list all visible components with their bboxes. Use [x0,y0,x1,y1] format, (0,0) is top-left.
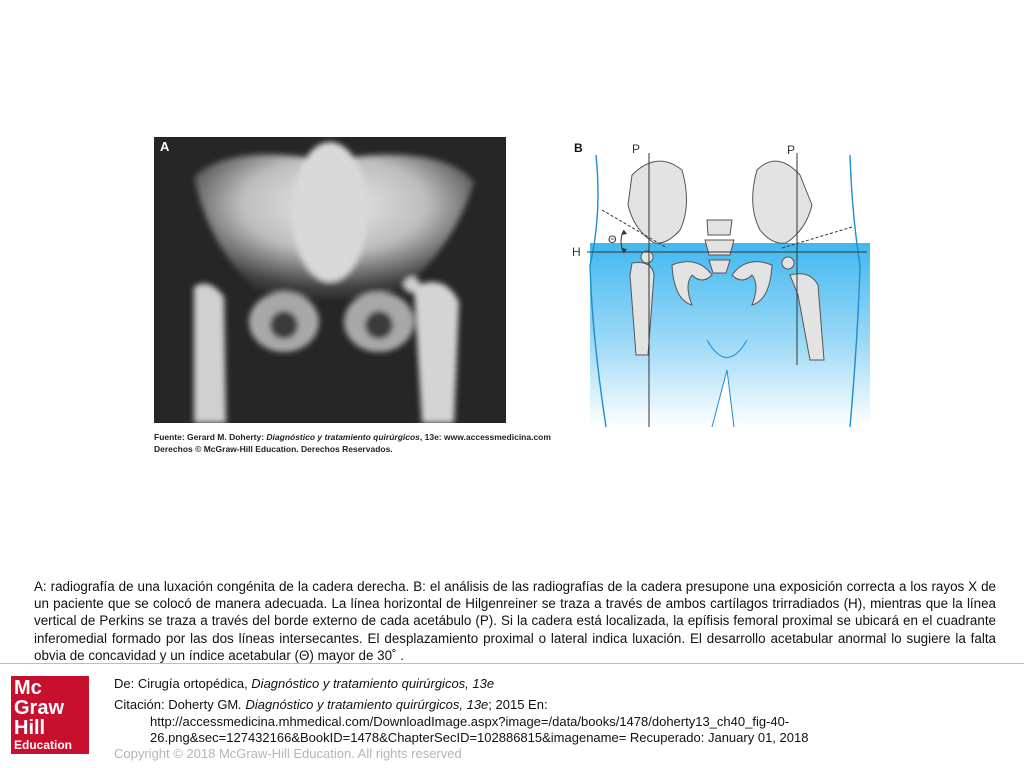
perkins-label-left: P [632,142,641,156]
credit-prefix: Fuente: Gerard M. Doherty: [154,432,267,442]
credit-suffix: , 13e: www.accessmedicina.com [419,432,551,442]
credit-rights: Derechos © McGraw-Hill Education. Derechos Reservados. [154,444,393,454]
image-credit [154,431,551,455]
figure-a-label: A [160,139,170,154]
figure-b-label: B [574,141,583,155]
logo-line-3: Hill [14,717,46,739]
citation-url-1[interactable]: http://accessmedicina.mhmedical.com/DownloadImage.aspx?image=/data/books/1478/doherty13_ch40_fig-40- [150,714,790,729]
source-de-book: Diagnóstico y tratamiento quirúrgicos, 13e [251,676,495,691]
credit-title: Diagnóstico y tratamiento quirúrgicos [266,432,420,442]
mcgraw-hill-logo [11,676,89,754]
footer-divider [0,663,1024,664]
logo-line-4: Education [14,738,73,752]
logo-line-2: Graw [14,697,65,719]
citation-prefix: Citación: Doherty GM [114,697,239,712]
logo-line-1: Mc [14,677,42,699]
hilgenreiner-label: H [572,245,581,259]
xray-image [154,137,506,423]
citation-book: . Diagnóstico y tratamiento quirúrgicos, 13e [238,697,489,712]
citation-url-2[interactable]: 26.png&sec=127432166&BookID=1478&ChapterSecID=102886815&imagename= Recuperado: January 01, 2018 [150,730,809,745]
perkins-label-right: P [787,143,796,157]
citation [114,697,548,713]
theta-label: Θ [608,234,617,246]
source-de-prefix: De: Cirugía ortopédica, [114,676,252,691]
citation-suffix: ; 2015 En: [488,697,548,712]
source-de [114,676,494,692]
figure-caption: A: radiografía de una luxación congénita de la cadera derecha. B: el análisis de las radiografías de la cadera presupone una exposición correcta a los rayos X de un paciente que se colocó de manera adecuada. La línea horizontal de Hilgenreiner se traza a través de ambos cartílagos trirradiados (H), mientras que la línea vertical de Perkins se traza a través del borde externo de cada acetábulo (P). Si la cadera está localizada, la epífisis femoral proximal se ubicará en el cuadrante inferomedial formado por las dos líneas intersecantes. El desplazamiento proximal o lateral indica luxación. El desarrollo acetabular anormal lo sugiere la falta obvia de concavidad y un índice acetabular (Θ) mayor de 30˚ . [34,579,996,663]
hip-diagram [562,135,872,427]
copyright-notice: Copyright © 2018 McGraw-Hill Education. All rights reserved [114,746,462,761]
